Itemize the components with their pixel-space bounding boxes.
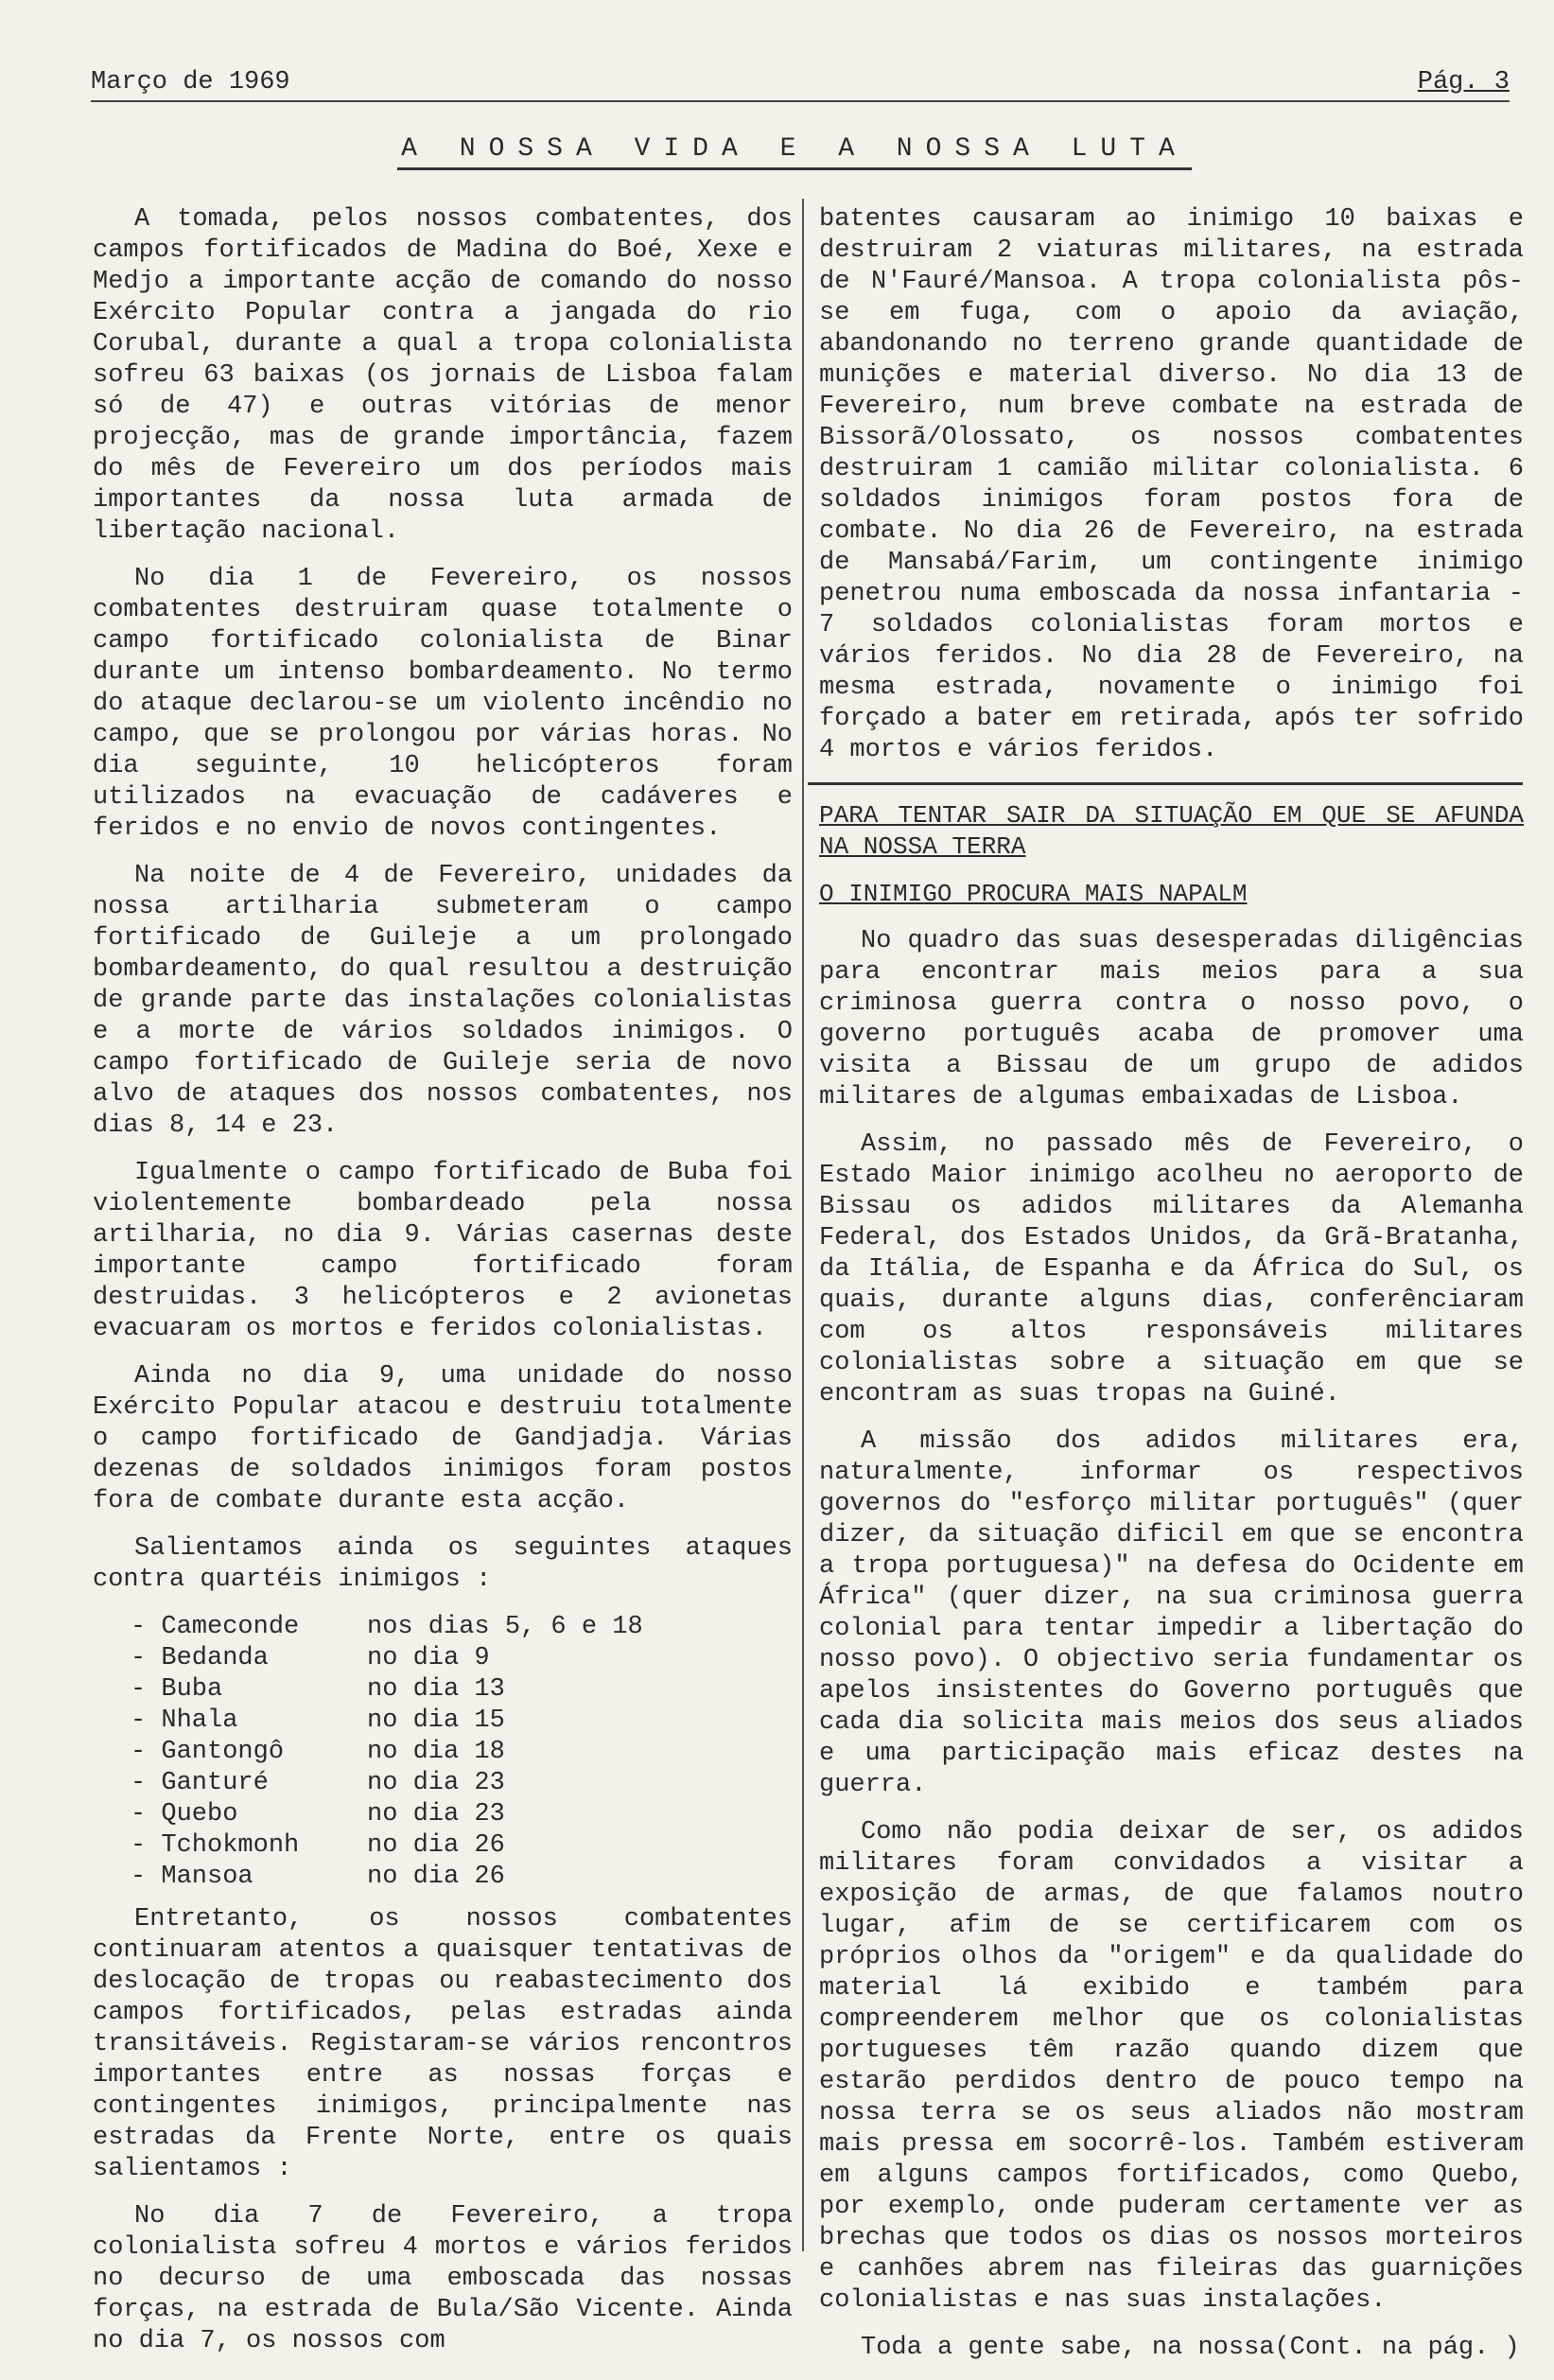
paragraph: Como não podia deixar de ser, os adidos militares foram convidados a visitar a exposição de armas, de que falamos noutro lugar, afim de se certificarem com os próprios olhos da "origem" e da qualidade do material lá exibido e também para compreenderem melhor que os colonialistas portugueses têm razão quando dizem que estarão perdidos dentro de pouco tempo na nossa terra se os seus aliados não mostram mais pressa em socorrê-los. Também estiveram em alguns campos fortificados, como Quebo, por exemplo, onde puderam certamente ver as brechas que todos os dias os nossos morteiros e canhões abrem nas fileiras das guarnições colonialistas e nas suas instalações. [819,1818,1524,2315]
attack-place: - Buba [131,1675,223,1704]
section-divider [808,782,1523,785]
attack-dates: no dia 26 [367,1831,505,1860]
page-number: Pág. 3 [1417,68,1510,96]
attack-place: - Mansoa [131,1863,253,1891]
attack-place: - Nhala [131,1706,238,1735]
attack-place: - Tchokmonh [131,1831,300,1860]
attack-dates: no dia 26 [367,1863,505,1891]
attack-place: - Ganturé [131,1769,269,1797]
attack-dates: no dia 15 [367,1706,505,1735]
attack-place: - Cameconde [131,1613,300,1641]
paragraph: A tomada, pelos nossos combatentes, dos campos fortificados de Madina do Boé, Xexe e Medjo a importante acção de comando do nosso Exército Popular contra a jangada do rio Corubal, durante a qual a tropa colonialista sofreu 63 baixas (os jornais de Lisboa falam só de 47) e outras vitórias de menor projecção, mas de grande importância, fazem do mês de Fevereiro um dos períodos mais importantes da nossa luta armada de libertação nacional. [93,205,793,546]
header-rule [91,100,1510,102]
list-item [131,1612,643,1643]
list-item [131,1862,643,1893]
attacks-list [131,1612,643,1893]
list-item [131,1768,643,1799]
paragraph: A missão dos adidos militares era, naturalmente, informar os respectivos governos do "esforço militar português" (quer dizer, da situação dificil em que se encontra a tropa portuguesa)" na defesa do Ocidente em África" (quer dizer, na sua criminosa guerra colonial para tentar impedir a libertação do nosso povo). O objectivo seria fundamentar os apelos insistentes do Governo português que cada dia solicita mais meios dos seus aliados e uma participação mais eficaz destes na guerra. [819,1427,1524,1799]
attack-place: - Quebo [131,1800,238,1829]
list-item [131,1737,643,1768]
paragraph: Na noite de 4 de Fevereiro, unidades da nossa artilharia submeteram o campo fortificado de Guileje a um prolongado bombardeamento, do qual resultou a destruição de grande parte das instalações colonialistas e a morte de vários soldados inimigos. O campo fortificado de Guileje seria de novo alvo de ataques dos nossos combatentes, nos dias 8, 14 e 23. [93,862,793,1140]
paragraph: No quadro das suas desesperadas diligências para encontrar mais meios para a sua criminosa guerra contra o nosso povo, o governo português acaba de promover uma visita a Bissau de um grupo de adidos militares de algumas embaixadas de Lisboa. [819,927,1524,1111]
right-column [819,204,1524,2380]
paragraph: Entretanto, os nossos combatentes continuaram atentos a quaisquer tentativas de deslocação de tropas ou reabastecimento dos campos fortificados, pelas estradas ainda transitáveis. Registaram-se vários rencontros importantes entre as nossas forças e contingentes inimigos, principalmente nas estradas da Frente Norte, entre os quais salientamos : [93,1905,793,2183]
column-divider [802,199,804,2251]
paragraph: Assim, no passado mês de Fevereiro, o Estado Maior inimigo acolheu no aeroporto de Bissau os adidos militares da Alemanha Federal, dos Estados Unidos, da Grã-Bratanha, da Itália, de Espanha e da África do Sul, os quais, durante alguns dias, conferênciaram com os altos responsáveis militares colonialistas sobre a situação em que se encontram as suas tropas na Guiné. [819,1130,1524,1409]
paragraph: No dia 1 de Fevereiro, os nossos combatentes destruiram quase totalmente o campo fortificado colonialista de Binar durante um intenso bombardeamento. No termo do ataque declarou-se um violento incêndio no campo, que se prolongou por várias horas. No dia seguinte, 10 helicópteros foram utilizados na evacuação de cadáveres e feridos e no envio de novos contingentes. [93,565,793,843]
attack-dates: nos dias 5, 6 e 18 [367,1613,643,1641]
paragraph: No dia 7 de Fevereiro, a tropa colonialista sofreu 4 mortos e vários feridos no decurso de uma emboscada das nossas forças, na estrada de Bula/São Vicente. Ainda no dia 7, os nossos com [93,2202,793,2355]
continuation-paragraph: batentes causaram ao inimigo 10 baixas e destruiram 2 viaturas militares, na estrada de N'Fauré/Mansoa. A tropa colonialista pôs-se em fuga, com o apoio da aviação, abandonando no terreno grande quantidade de munições e material diverso. No dia 13 de Fevereiro, num breve combate na estrada de Bissorã/Olossato, os nossos combatentes destruiram 1 camião militar colonialista. 6 soldados inimigos foram postos fora de combate. No dia 26 de Fevereiro, na estrada de Mansabá/Farim, um contingente inimigo penetrou numa emboscada da nossa infantaria - 7 soldados colonialistas foram mortos e vários feridos. No dia 28 de Fevereiro, na mesma estrada, novamente o inimigo foi forçado a bater em retirada, após ter sofrido 4 mortos e vários feridos. [819,205,1524,764]
list-item [131,1643,643,1674]
left-column [93,204,793,2373]
paragraph: Igualmente o campo fortificado de Buba foi violentemente bombardeado pela nossa artilharia, no dia 9. Várias casernas deste importante campo fortificado foram destruidas. 3 helicópteros e 2 avionetas evacuaram os mortos e feridos colonialistas. [93,1159,793,1343]
list-item [131,1799,643,1830]
paragraph: Toda a gente sabe, na nossa(Cont. na pág. ) [861,2334,1520,2362]
issue-date: Março de 1969 [91,68,290,96]
attack-dates: no dia 18 [367,1738,505,1766]
attack-dates: no dia 23 [367,1800,505,1829]
attack-place: - Bedanda [131,1644,269,1672]
section-subtitle: O INIMIGO PROCURA MAIS NAPALM [819,880,1248,908]
attack-dates: no dia 23 [367,1769,505,1797]
attack-dates: no dia 9 [367,1644,490,1672]
paragraph: Ainda no dia 9, uma unidade do nosso Exército Popular atacou e destruiu totalmente o campo fortificado de Gandjadja. Várias dezenas de soldados inimigos foram postos fora de combate durante esta acção. [93,1362,793,1515]
attack-dates: no dia 13 [367,1675,505,1704]
paragraph: Salientamos ainda os seguintes ataques contra quartéis inimigos : [93,1534,793,1594]
attack-place: - Gantongô [131,1738,285,1766]
list-item [131,1830,643,1862]
main-title: A NOSSA VIDA E A NOSSA LUTA [397,134,1192,170]
list-item [131,1674,643,1706]
list-item [131,1706,643,1737]
section-title: PARA TENTAR SAIR DA SITUAÇÃO EM QUE SE AFUNDA NA NOSSA TERRA [819,801,1524,861]
